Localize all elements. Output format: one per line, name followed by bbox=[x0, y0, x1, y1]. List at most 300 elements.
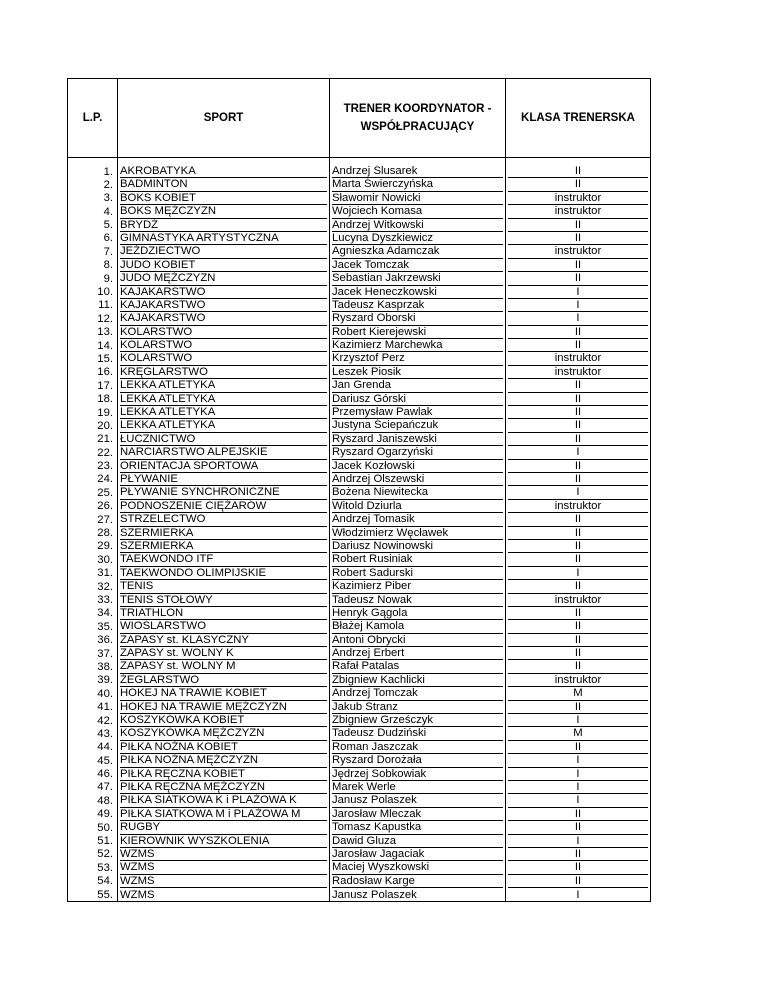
row-coach-cell bbox=[330, 660, 506, 673]
row-sport-text: NARCIARSTWO ALPEJSKIE bbox=[120, 446, 327, 459]
row-class-cell bbox=[506, 567, 651, 580]
row-coach-cell bbox=[330, 727, 506, 740]
row-sport-cell bbox=[118, 540, 330, 553]
row-sport-cell bbox=[118, 326, 330, 339]
table-row bbox=[68, 701, 651, 714]
row-class-cell bbox=[506, 165, 651, 178]
table-row bbox=[68, 607, 651, 620]
table-row bbox=[68, 473, 651, 486]
row-coach-text: Lucyna Dyszkiewicz bbox=[332, 232, 503, 245]
row-sport-cell bbox=[118, 486, 330, 499]
row-lp-text: 24. bbox=[97, 473, 113, 486]
row-class-cell bbox=[506, 393, 651, 406]
row-lp-cell bbox=[68, 848, 118, 861]
row-sport-text: TRIATHLON bbox=[120, 607, 327, 620]
table-row bbox=[68, 446, 651, 459]
row-coach-cell bbox=[330, 205, 506, 218]
row-coach-text: Rafał Patalas bbox=[332, 660, 503, 673]
row-sport-text: WZMS bbox=[120, 888, 155, 901]
row-lp-text: 29. bbox=[97, 540, 113, 553]
row-lp-cell bbox=[68, 821, 118, 834]
row-class-cell bbox=[506, 727, 651, 740]
table-row bbox=[68, 875, 651, 888]
row-class-text: II bbox=[508, 821, 648, 834]
row-sport-cell bbox=[118, 165, 330, 178]
table-row bbox=[68, 781, 651, 794]
row-coach-cell bbox=[330, 701, 506, 714]
table-row bbox=[68, 848, 651, 861]
row-coach-cell bbox=[330, 366, 506, 379]
row-class-text: II bbox=[508, 473, 648, 486]
row-coach-cell bbox=[330, 393, 506, 406]
row-sport-text: KOLARSTWO bbox=[120, 326, 327, 339]
row-lp-text: 9. bbox=[103, 272, 113, 285]
row-coach-text: Robert Kierejewski bbox=[332, 326, 503, 339]
row-lp-text: 28. bbox=[97, 527, 113, 540]
row-class-cell bbox=[506, 687, 651, 700]
row-sport-cell bbox=[118, 835, 330, 848]
row-coach-cell bbox=[330, 607, 506, 620]
row-lp-cell bbox=[68, 861, 118, 874]
table-header bbox=[68, 79, 651, 158]
row-class-cell bbox=[506, 299, 651, 312]
row-coach-text: Sebastian Jakrzewski bbox=[332, 272, 503, 285]
header-class: KLASA TRENERSKA bbox=[506, 79, 651, 158]
row-class-cell bbox=[506, 232, 651, 245]
row-lp-text: 2. bbox=[103, 178, 113, 191]
row-class-text: I bbox=[508, 567, 648, 580]
table-row bbox=[68, 312, 651, 325]
row-lp-cell bbox=[68, 286, 118, 299]
row-sport-text: PIŁKA RĘCZNA MĘŻCZYZN bbox=[120, 781, 327, 794]
row-sport-text: LEKKA ATLETYKA bbox=[120, 419, 327, 432]
row-class-cell bbox=[506, 192, 651, 205]
row-class-cell bbox=[506, 245, 651, 258]
row-coach-text: Jarosław Mleczak bbox=[332, 808, 503, 821]
table-row bbox=[68, 861, 651, 874]
row-coach-text: Jacek Kozłowski bbox=[332, 460, 503, 473]
row-lp-text: 10. bbox=[97, 286, 113, 299]
row-class-text: I bbox=[508, 299, 648, 312]
table-row bbox=[68, 379, 651, 392]
row-lp-text: 47. bbox=[97, 781, 113, 794]
row-coach-cell bbox=[330, 165, 506, 178]
row-coach-text: Włodzimierz Węcławek bbox=[332, 527, 503, 540]
table-row bbox=[68, 419, 651, 432]
row-sport-cell bbox=[118, 460, 330, 473]
row-coach-cell bbox=[330, 446, 506, 459]
row-class-text: II bbox=[508, 165, 648, 178]
table-row bbox=[68, 286, 651, 299]
row-sport-cell bbox=[118, 687, 330, 700]
row-lp-text: 37. bbox=[97, 647, 113, 660]
row-sport-text: TAEKWONDO OLIMPIJSKIE bbox=[120, 567, 327, 580]
row-sport-cell bbox=[118, 299, 330, 312]
row-coach-text: Ryszard Dorożała bbox=[332, 754, 503, 767]
row-lp-cell bbox=[68, 446, 118, 459]
table-row bbox=[68, 192, 651, 205]
row-coach-cell bbox=[330, 808, 506, 821]
row-sport-text: BADMINTON bbox=[120, 178, 327, 191]
table-row bbox=[68, 634, 651, 647]
row-class-cell bbox=[506, 875, 651, 888]
row-lp-text: 36. bbox=[97, 634, 113, 647]
row-class-text: instruktor bbox=[508, 674, 648, 687]
row-class-text: II bbox=[508, 419, 648, 432]
row-coach-cell bbox=[330, 634, 506, 647]
row-lp-cell bbox=[68, 553, 118, 566]
row-class-text: II bbox=[508, 178, 648, 191]
row-sport-text: PŁYWANIE bbox=[120, 473, 327, 486]
row-lp-text: 55. bbox=[97, 888, 113, 901]
row-class-cell bbox=[506, 888, 651, 902]
row-lp-text: 14. bbox=[97, 339, 113, 352]
row-lp-cell bbox=[68, 527, 118, 540]
row-coach-text: Andrzej Ślusarek bbox=[332, 165, 503, 178]
row-class-text: II bbox=[508, 701, 648, 714]
row-lp-text: 39. bbox=[97, 674, 113, 687]
row-coach-text: Jacek Heneczkowski bbox=[332, 286, 503, 299]
row-lp-cell bbox=[68, 513, 118, 526]
row-lp-text: 5. bbox=[103, 219, 113, 232]
row-class-text: I bbox=[508, 286, 648, 299]
table-row bbox=[68, 674, 651, 687]
row-coach-cell bbox=[330, 299, 506, 312]
row-coach-cell bbox=[330, 754, 506, 767]
row-sport-text: JUDO KOBIET bbox=[120, 259, 327, 272]
row-lp-cell bbox=[68, 259, 118, 272]
row-sport-text: TENIS bbox=[120, 580, 327, 593]
row-class-text: instruktor bbox=[508, 352, 648, 365]
table-body bbox=[68, 158, 651, 902]
row-coach-cell bbox=[330, 272, 506, 285]
row-lp-cell bbox=[68, 326, 118, 339]
row-lp-text: 40. bbox=[97, 687, 113, 700]
row-class-cell bbox=[506, 366, 651, 379]
row-coach-cell bbox=[330, 620, 506, 633]
row-coach-text: Zbigniew Kachlicki bbox=[332, 674, 503, 687]
row-class-text: II bbox=[508, 406, 648, 419]
row-class-text: I bbox=[508, 486, 648, 499]
row-lp-text: 45. bbox=[97, 754, 113, 767]
row-class-cell bbox=[506, 312, 651, 325]
row-coach-text: Błażej Kamola bbox=[332, 620, 503, 633]
coaches-table bbox=[67, 78, 651, 902]
row-class-cell bbox=[506, 326, 651, 339]
row-lp-cell bbox=[68, 165, 118, 178]
row-lp-text: 16. bbox=[97, 366, 113, 379]
row-lp-cell bbox=[68, 232, 118, 245]
table-row bbox=[68, 540, 651, 553]
row-lp-cell bbox=[68, 486, 118, 499]
row-lp-cell bbox=[68, 794, 118, 807]
row-lp-text: 38. bbox=[97, 660, 113, 673]
row-coach-text: Przemysław Pawlak bbox=[332, 406, 503, 419]
table-row bbox=[68, 460, 651, 473]
table-row bbox=[68, 513, 651, 526]
row-lp-text: 53. bbox=[97, 861, 113, 874]
row-coach-cell bbox=[330, 580, 506, 593]
row-lp-text: 25. bbox=[97, 486, 113, 499]
row-lp-text: 31. bbox=[97, 567, 113, 580]
table-row bbox=[68, 219, 651, 232]
row-sport-text: WIOŚLARSTWO bbox=[120, 620, 327, 633]
row-coach-text: Robert Rusiniak bbox=[332, 553, 503, 566]
row-coach-text: Ryszard Janiszewski bbox=[332, 433, 503, 446]
row-lp-cell bbox=[68, 714, 118, 727]
row-coach-text: Andrzej Tomczak bbox=[332, 687, 503, 700]
row-lp-text: 42. bbox=[97, 714, 113, 727]
table-row bbox=[68, 326, 651, 339]
row-lp-cell bbox=[68, 219, 118, 232]
row-coach-text: Roman Jaszczak bbox=[332, 741, 503, 754]
row-lp-text: 44. bbox=[97, 741, 113, 754]
row-sport-cell bbox=[118, 727, 330, 740]
row-sport-cell bbox=[118, 406, 330, 419]
row-class-cell bbox=[506, 446, 651, 459]
row-sport-cell bbox=[118, 553, 330, 566]
row-coach-text: Jacek Tomczak bbox=[332, 259, 503, 272]
row-coach-text: Agnieszka Adamczak bbox=[332, 245, 503, 258]
row-class-cell bbox=[506, 674, 651, 687]
row-sport-cell bbox=[118, 607, 330, 620]
row-coach-cell bbox=[330, 500, 506, 513]
row-coach-cell bbox=[330, 245, 506, 258]
row-coach-cell bbox=[330, 286, 506, 299]
row-sport-cell bbox=[118, 754, 330, 767]
row-sport-cell bbox=[118, 513, 330, 526]
row-coach-cell bbox=[330, 875, 506, 888]
row-class-cell bbox=[506, 594, 651, 607]
row-class-cell bbox=[506, 513, 651, 526]
row-coach-text: Jakub Stranz bbox=[332, 701, 503, 714]
row-class-text: I bbox=[508, 781, 648, 794]
row-sport-text: WZMS bbox=[120, 875, 327, 888]
row-class-text: II bbox=[508, 580, 648, 593]
row-class-text: II bbox=[508, 513, 648, 526]
row-sport-text: SZERMIERKA bbox=[120, 527, 327, 540]
row-class-cell bbox=[506, 821, 651, 834]
row-class-text: II bbox=[508, 259, 648, 272]
row-coach-text: Tadeusz Dudziński bbox=[332, 727, 503, 740]
row-lp-cell bbox=[68, 754, 118, 767]
row-lp-cell bbox=[68, 339, 118, 352]
row-sport-cell bbox=[118, 861, 330, 874]
row-lp-cell bbox=[68, 875, 118, 888]
row-sport-cell bbox=[118, 312, 330, 325]
row-class-text: II bbox=[508, 875, 648, 888]
row-sport-cell bbox=[118, 473, 330, 486]
row-class-text: M bbox=[508, 687, 648, 700]
row-sport-cell bbox=[118, 794, 330, 807]
row-sport-cell bbox=[118, 178, 330, 191]
header-coach-line2: WSPÓŁPRACUJĄCY bbox=[360, 121, 475, 133]
row-sport-text: LEKKA ATLETYKA bbox=[120, 406, 327, 419]
row-lp-text: 11. bbox=[98, 299, 113, 312]
row-class-text: II bbox=[508, 634, 648, 647]
row-class-cell bbox=[506, 433, 651, 446]
row-coach-cell bbox=[330, 594, 506, 607]
table-row bbox=[68, 835, 651, 848]
row-class-cell bbox=[506, 460, 651, 473]
row-class-text: II bbox=[508, 219, 648, 232]
table-row bbox=[68, 660, 651, 673]
row-class-cell bbox=[506, 768, 651, 781]
row-sport-text: TAEKWONDO ITF bbox=[120, 553, 327, 566]
row-class-text: I bbox=[576, 888, 580, 901]
table-row bbox=[68, 647, 651, 660]
row-lp-text: 23. bbox=[97, 460, 113, 473]
row-coach-cell bbox=[330, 553, 506, 566]
row-coach-text: Antoni Obrycki bbox=[332, 634, 503, 647]
row-sport-text: PIŁKA NOŻNA MĘŻCZYZN bbox=[120, 754, 327, 767]
row-lp-cell bbox=[68, 647, 118, 660]
row-lp-cell bbox=[68, 741, 118, 754]
row-sport-text: TENIS STOŁOWY bbox=[120, 594, 327, 607]
row-sport-text: JEŹDZIECTWO bbox=[120, 245, 327, 258]
row-class-cell bbox=[506, 754, 651, 767]
row-class-cell bbox=[506, 527, 651, 540]
row-sport-text: KOSZYKÓWKA MĘŻCZYZN bbox=[120, 727, 327, 740]
row-sport-cell bbox=[118, 352, 330, 365]
row-coach-text: Dawid Gluza bbox=[332, 835, 503, 848]
row-coach-text: Marta Świerczyńska bbox=[332, 178, 503, 191]
row-lp-text: 21. bbox=[97, 433, 113, 446]
table-row bbox=[68, 486, 651, 499]
row-sport-cell bbox=[118, 808, 330, 821]
row-class-text: I bbox=[508, 754, 648, 767]
row-coach-text: Bożena Niewitecka bbox=[332, 486, 503, 499]
row-sport-text: KRĘGLARSTWO bbox=[120, 366, 327, 379]
row-coach-cell bbox=[330, 379, 506, 392]
row-class-cell bbox=[506, 794, 651, 807]
row-sport-text: KOSZYKÓWKA KOBIET bbox=[120, 714, 327, 727]
row-coach-cell bbox=[330, 339, 506, 352]
row-sport-cell bbox=[118, 634, 330, 647]
row-sport-cell bbox=[118, 741, 330, 754]
table-row bbox=[68, 366, 651, 379]
table-row bbox=[68, 406, 651, 419]
row-lp-text: 19. bbox=[97, 406, 113, 419]
row-class-cell bbox=[506, 647, 651, 660]
row-lp-text: 8. bbox=[103, 259, 113, 272]
row-coach-text: Wojciech Komasa bbox=[332, 205, 503, 218]
row-sport-cell bbox=[118, 232, 330, 245]
table-row bbox=[68, 754, 651, 767]
table-row bbox=[68, 165, 651, 178]
row-class-text: II bbox=[508, 339, 648, 352]
row-coach-cell bbox=[330, 647, 506, 660]
row-lp-text: 51. bbox=[97, 835, 113, 848]
row-class-cell bbox=[506, 580, 651, 593]
row-sport-text: PIŁKA RĘCZNA KOBIET bbox=[120, 768, 327, 781]
row-lp-cell bbox=[68, 245, 118, 258]
row-coach-text: Robert Sadurski bbox=[332, 567, 503, 580]
row-sport-text: SZERMIERKA bbox=[120, 540, 327, 553]
table-row bbox=[68, 245, 651, 258]
row-class-text: II bbox=[508, 553, 648, 566]
row-lp-text: 33. bbox=[97, 594, 113, 606]
row-coach-text: Janusz Polaszek bbox=[332, 888, 417, 901]
row-sport-text: BOKS MĘŻCZYZN bbox=[120, 205, 327, 218]
row-coach-cell bbox=[330, 540, 506, 553]
row-sport-text: WZMS bbox=[120, 848, 327, 861]
row-lp-cell bbox=[68, 687, 118, 700]
row-lp-text: 49. bbox=[97, 808, 113, 821]
row-class-text: II bbox=[508, 540, 648, 553]
row-sport-cell bbox=[118, 419, 330, 432]
row-lp-cell bbox=[68, 674, 118, 687]
row-sport-text: KAJAKARSTWO bbox=[120, 312, 327, 325]
table-row bbox=[68, 741, 651, 754]
row-sport-cell bbox=[118, 567, 330, 580]
row-lp-cell bbox=[68, 460, 118, 473]
row-coach-text: Tadeusz Kasprzak bbox=[332, 299, 503, 312]
row-class-text: II bbox=[508, 232, 648, 245]
row-sport-text: BOKS KOBIET bbox=[120, 192, 327, 205]
row-coach-cell bbox=[330, 768, 506, 781]
row-lp-text: 7. bbox=[103, 245, 113, 258]
row-coach-text: Sławomir Nowicki bbox=[332, 192, 503, 205]
row-lp-text: 46. bbox=[97, 768, 113, 781]
row-sport-cell bbox=[118, 781, 330, 794]
row-coach-cell bbox=[330, 406, 506, 419]
row-class-text: I bbox=[508, 312, 648, 325]
row-sport-cell bbox=[118, 245, 330, 258]
spacer-cell bbox=[68, 158, 118, 166]
row-coach-text: Tomasz Kapustka bbox=[332, 821, 503, 834]
row-coach-text: Jędrzej Sobkowiak bbox=[332, 768, 503, 781]
row-sport-text: ŻEGLARSTWO bbox=[120, 674, 327, 687]
table-row bbox=[68, 714, 651, 727]
row-sport-text: PIŁKA SIATKOWA M i PLAŻOWA M bbox=[120, 808, 327, 821]
row-class-text: II bbox=[508, 393, 648, 406]
row-class-cell bbox=[506, 500, 651, 513]
row-sport-text: PIŁKA SIATKOWA K i PLAŻOWA K bbox=[120, 794, 327, 807]
row-coach-text: Jarosław Jagaciak bbox=[332, 848, 503, 861]
row-lp-text: 43. bbox=[97, 727, 113, 740]
row-class-text: M bbox=[508, 727, 648, 740]
row-lp-cell bbox=[68, 727, 118, 740]
row-lp-cell bbox=[68, 433, 118, 446]
row-lp-cell bbox=[68, 594, 118, 607]
row-lp-text: 6. bbox=[103, 232, 113, 245]
row-lp-cell bbox=[68, 419, 118, 432]
row-lp-cell bbox=[68, 473, 118, 486]
row-sport-text: LEKKA ATLETYKA bbox=[120, 393, 327, 406]
row-coach-cell bbox=[330, 232, 506, 245]
table-row bbox=[68, 205, 651, 218]
row-sport-text: LEKKA ATLETYKA bbox=[120, 379, 327, 392]
row-class-cell bbox=[506, 781, 651, 794]
row-lp-cell bbox=[68, 205, 118, 218]
row-coach-text: Andrzej Olszewski bbox=[332, 473, 503, 486]
row-sport-cell bbox=[118, 660, 330, 673]
row-sport-cell bbox=[118, 500, 330, 513]
spacer-cell bbox=[330, 158, 506, 166]
row-lp-cell bbox=[68, 500, 118, 513]
row-class-cell bbox=[506, 634, 651, 647]
row-class-cell bbox=[506, 178, 651, 191]
row-sport-cell bbox=[118, 393, 330, 406]
row-coach-text: Zbigniew Grześczyk bbox=[332, 714, 503, 727]
row-sport-text: AKROBATYKA bbox=[120, 165, 327, 178]
row-sport-text: WZMS bbox=[120, 861, 327, 874]
row-coach-cell bbox=[330, 794, 506, 807]
row-coach-text: Ryszard Oborski bbox=[332, 312, 503, 325]
row-coach-text: Maciej Wyszkowski bbox=[332, 861, 503, 874]
row-coach-cell bbox=[330, 460, 506, 473]
